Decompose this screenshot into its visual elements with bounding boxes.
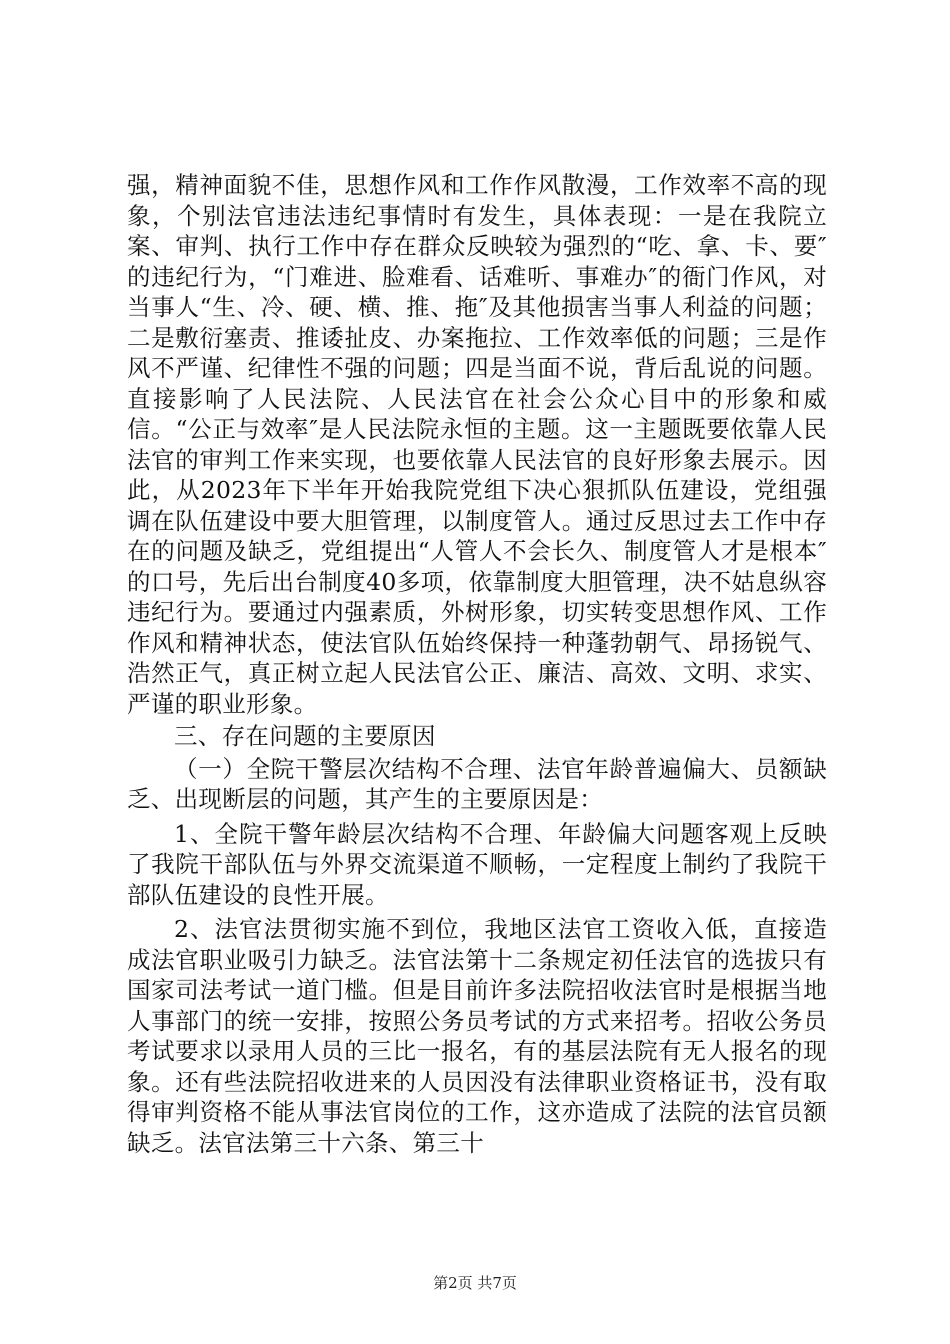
paragraph-cause-1: 1、全院干警年龄层次结构不合理、年龄偏大问题客观上反映了我院干部队伍与外界交流渠道不顺畅，一定程度上制约了我院干部队伍建设的良性开展。 bbox=[127, 819, 827, 909]
paragraph-team-problems: 强，精神面貌不佳，思想作风和工作作风散漫，工作效率不高的现象，个别法官违法违纪事情时有发生，具体表现：一是在我院立案、审判、执行工作中存在群众反映较为强烈的“吃、拿、卡、要″的违纪行为，“门难进、脸难看、话难听、事难办″的衙门作风，对当事人“生、冷、硬、横、推、拖″及其他损害当事人利益的问题；二是敷衍塞责、推诿扯皮、办案拖拉、工作效率低的问题；三是作风不严谨、纪律性不强的问题；四是当面不说，背后乱说的问题。直接影响了人民法院、人民法官在社会公众心目中的形象和威信。“公正与效率″是人民法院永恒的主题。这一主题既要依靠人民法官的审判工作来实现，也要依靠人民法官的良好形象去展示。因此，从2023年下半年开始我院党组下决心狠抓队伍建设，党组强调在队伍建设中要大胆管理，以制度管人。通过反思过去工作中存在的问题及缺乏，党组提出“人管人不会长久、制度管人才是根本″的口号，先后出台制度40多项，依靠制度大胆管理，决不姑息纵容违纪行为。要通过内强素质，外树形象，切实转变思想作风、工作作风和精神状态，使法官队伍始终保持一种蓬勃朝气、昂扬锐气、浩然正气，真正树立起人民法官公正、廉洁、高效、文明、求实、严谨的职业形象。 bbox=[127, 171, 827, 718]
document-body bbox=[127, 170, 827, 1158]
paragraph-subsection-one: （一）全院干警层次结构不合理、法官年龄普遍偏大、员额缺乏、出现断层的问题，其产生的主要原因是： bbox=[127, 754, 827, 813]
page-number-footer: 第2页 共7页 bbox=[433, 1274, 517, 1292]
paragraph-cause-2: 2、法官法贯彻实施不到位，我地区法官工资收入低，直接造成法官职业吸引力缺乏。法官法第十二条规定初任法官的选拔只有国家司法考试一道门槛。但是目前许多法院招收法官时是根据当地人事部门的统一安排，按照公务员考试的方式来招考。招收公务员考试要求以录用人员的三比一报名，有的基层法院有无人报名的现象。还有些法院招收进来的人员因没有法律职业资格证书，没有取得审判资格不能从事法官岗位的工作，这亦造成了法院的法官员额缺乏。法官法第三十六条、第三十 bbox=[127, 915, 827, 1157]
section-heading-main-causes: 三、存在问题的主要原因 bbox=[174, 722, 436, 750]
